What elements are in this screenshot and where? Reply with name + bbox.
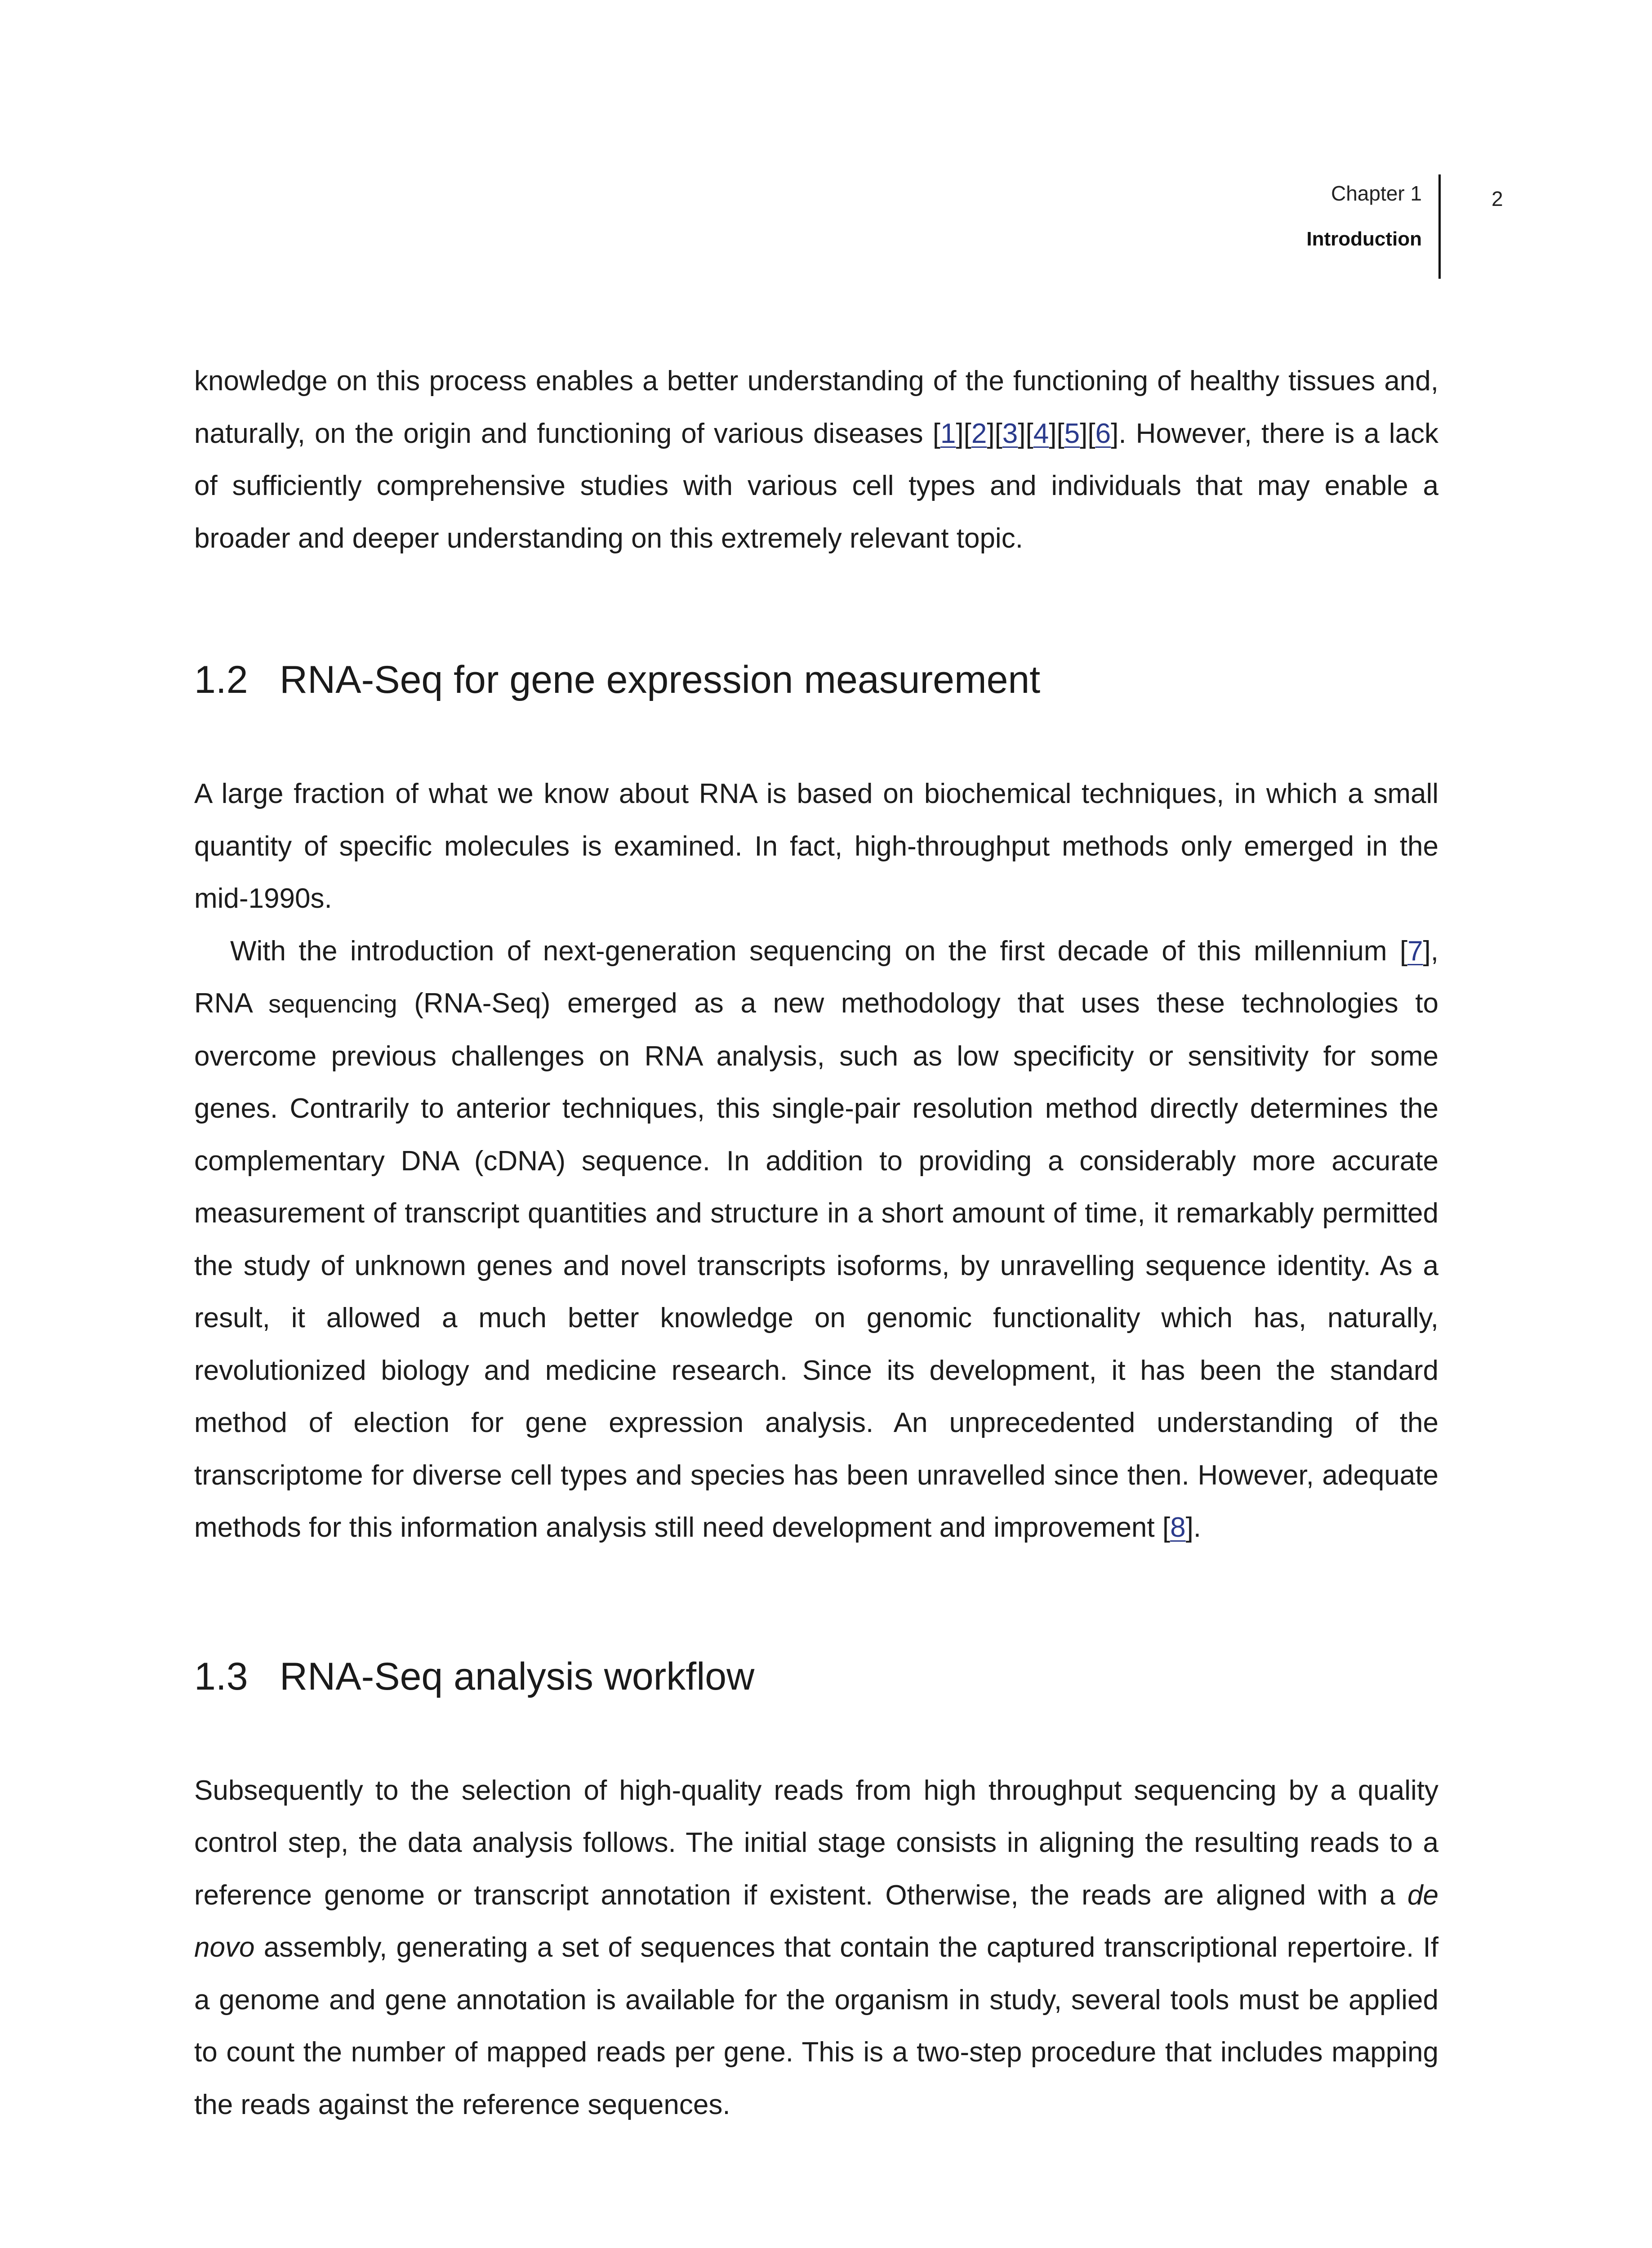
section-1-2-paragraph-2 bbox=[194, 925, 1438, 1554]
section-title: RNA-Seq analysis workflow bbox=[280, 1655, 755, 1698]
section-heading-1-3 bbox=[194, 1654, 1438, 1699]
text: ], RNA bbox=[194, 935, 1438, 1019]
text: With the introduction of next-generation sequencing on the first decade of this millennium [ bbox=[230, 935, 1408, 967]
text: assembly, generating a set of sequences that contain the captured transcriptional repertoire. If a genome and gene annotation is available for the organism in study, several tools must be applied to count the number of mapped reads per gene. This is a two-step procedure that includes mapping the reads against the reference sequences. bbox=[194, 1932, 1438, 2120]
header-section-title: Introduction bbox=[1306, 228, 1422, 250]
section-title: RNA-Seq for gene expression measurement bbox=[280, 658, 1041, 701]
citation-link[interactable]: 2 bbox=[971, 418, 987, 449]
citation-link[interactable]: 5 bbox=[1064, 418, 1080, 449]
header-divider bbox=[1438, 174, 1441, 279]
page-number: 2 bbox=[1492, 187, 1503, 210]
citation-link[interactable]: 3 bbox=[1002, 418, 1018, 449]
header-chapter: Chapter 1 bbox=[1331, 182, 1422, 205]
text: (RNA-Seq) emerged as a new methodology that uses these technologies to overcome previous challenges on RNA analysis, such as low specificity or sensitivity for some genes. Contrarily to anterior techniques, this single-pair resolution method directly determines the complementary DNA (cDNA) sequence. In addition to providing a considerably more accurate measurement of transcript quantities and structure in a short amount of time, it remarkably permitted the study of unknown genes and novel transcripts isoforms, by unravelling sequence identity. As a result, it allowed a much better knowledge on genomic functionality which has, naturally, revolutionized biology and medicine research. Since its development, it has been the standard method of election for gene expression analysis. An unprecedented understanding of the transcriptome for diverse cell types and species has been unravelled since then. However, adequate methods for this information analysis still need development and improvement [ bbox=[194, 988, 1438, 1543]
text: Subsequently to the selection of high-quality reads from high throughput sequencing by a quality control step, the data analysis follows. The initial stage consists in aligning the resulting reads to a reference genome or transcript annotation if existent. Otherwise, the reads are aligned with a bbox=[194, 1775, 1438, 1911]
section-number: 1.2 bbox=[194, 658, 248, 701]
text: ][ bbox=[1080, 418, 1095, 449]
section-1-2-paragraph-1: A large fraction of what we know about RNA is based on biochemical techniques, in which a small quantity of specific molecules is examined. In fact, high-throughput methods only emerged in the mid-1990s. bbox=[194, 778, 1438, 914]
citation-link[interactable]: 6 bbox=[1095, 418, 1111, 449]
text: ][ bbox=[987, 418, 1002, 449]
running-header bbox=[972, 175, 1422, 257]
section-1-3-paragraph-1 bbox=[194, 1765, 1438, 2132]
page-body bbox=[194, 355, 1438, 2131]
text: ][ bbox=[1018, 418, 1033, 449]
text: ]. bbox=[1185, 1512, 1202, 1543]
citation-link[interactable]: 1 bbox=[940, 418, 956, 449]
text: knowledge on this process enables a better understanding of the functioning of healthy tissues and, naturally, on the origin and functioning of various diseases [ bbox=[194, 366, 1438, 449]
citation-link[interactable]: 8 bbox=[1170, 1512, 1186, 1543]
citation-link[interactable]: 7 bbox=[1407, 935, 1423, 967]
intro-paragraph bbox=[194, 355, 1438, 565]
text: sequencing bbox=[268, 990, 397, 1018]
text: ]. However, there is a lack of sufficiently comprehensive studies with various cell types and individuals that may enable a broader and deeper understanding on this extremely relevant topic. bbox=[194, 418, 1438, 554]
section-number: 1.3 bbox=[194, 1655, 248, 1698]
emphasis-text: de novo bbox=[194, 1879, 1438, 1963]
citation-link[interactable]: 4 bbox=[1033, 418, 1049, 449]
section-heading-1-2 bbox=[194, 657, 1438, 702]
text: ][ bbox=[1049, 418, 1064, 449]
text: ][ bbox=[956, 418, 971, 449]
